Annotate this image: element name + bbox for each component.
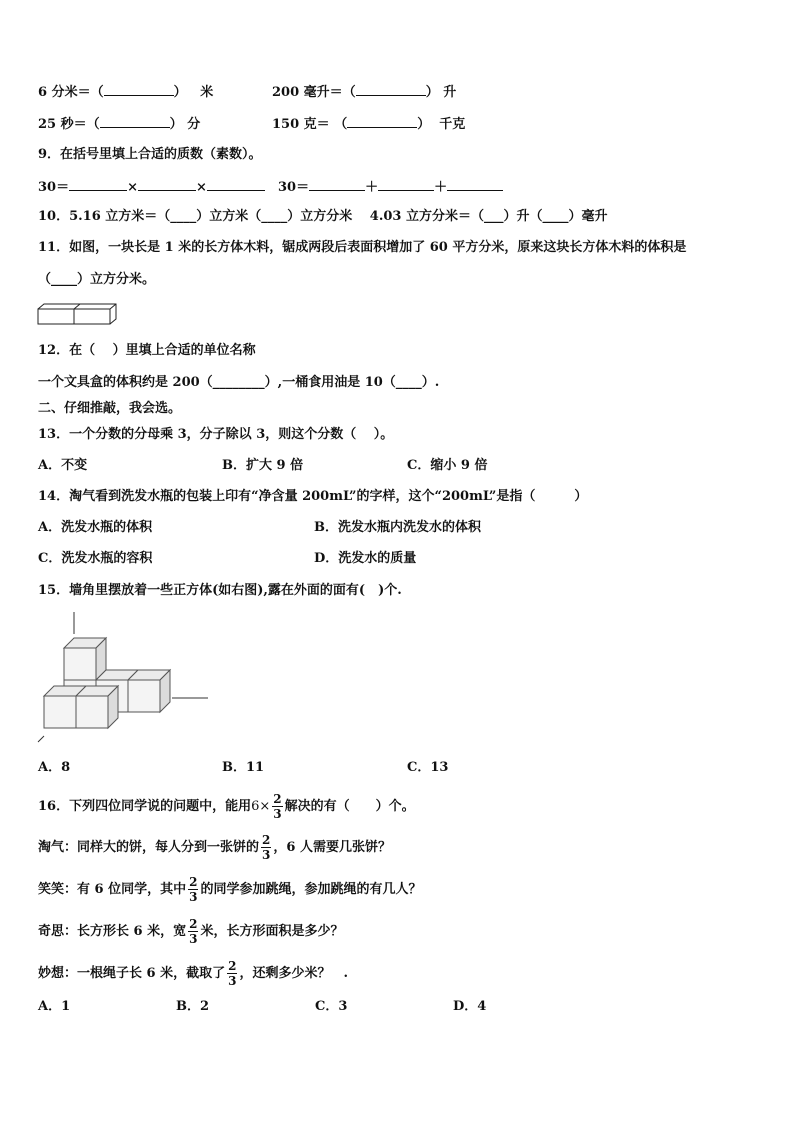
question-10: 10．5.16 立方米＝（____）立方米（____）立方分米 4.03 立方分米＝（___）升（____）毫升 (38, 209, 608, 224)
question-16-stem (38, 793, 415, 820)
conversion-item: 150 克 (272, 117, 317, 132)
conversion-row-1 (38, 82, 213, 102)
question-14-option-d[interactable]: D．洗发水的质量 (314, 551, 417, 566)
question-16-option-a[interactable]: A．1 (38, 999, 71, 1014)
fraction-denominator: 3 (228, 974, 237, 988)
statement-text: 奇思：长方形长 6 米，宽 (38, 924, 187, 939)
answer-blank[interactable] (69, 177, 127, 191)
equals-paren: ＝ （ (316, 117, 348, 132)
question-9-left-equation (38, 177, 265, 197)
plus-sign: ＋ (365, 180, 379, 195)
fraction-denominator: 3 (189, 932, 198, 946)
close-paren: ） (417, 117, 431, 132)
section-heading: 二、仔细推敲，我会选。 (38, 401, 182, 416)
question-13-option-c[interactable]: C．缩小 9 倍 (407, 458, 488, 473)
question-16-statement-1 (38, 834, 391, 861)
expression-factor: 6× (251, 799, 271, 814)
question-15-stem: 15．墙角里摆放着一些正方体(如右图),露在外面的面有( )个. (38, 583, 402, 598)
question-16-option-d[interactable]: D．4 (453, 999, 487, 1014)
question-13-option-a[interactable]: A．不变 (38, 458, 88, 473)
fraction-numerator: 2 (228, 959, 237, 973)
question-15-option-c[interactable]: C．13 (407, 760, 449, 775)
answer-blank[interactable] (207, 177, 265, 191)
fraction-two-thirds (188, 876, 198, 903)
conversion-row-2 (38, 114, 200, 134)
statement-text: 淘气：同样大的饼，每人分到一张饼的 (38, 840, 260, 855)
equals-paren: ＝（ (77, 85, 104, 100)
unit-label: 米 (200, 85, 214, 100)
times-sign: × (196, 180, 207, 195)
conversion-item: 200 毫升 (272, 85, 330, 100)
stem-text: 16．下列四位同学说的问题中，能用 (38, 799, 252, 814)
close-paren: ） (425, 85, 439, 100)
fraction-numerator: 2 (262, 833, 271, 847)
answer-blank[interactable] (138, 177, 196, 191)
conversion-row-2-right (272, 114, 465, 134)
answer-blank[interactable] (100, 114, 170, 128)
question-9-right-equation (278, 177, 503, 197)
question-16-statement-4 (38, 960, 348, 987)
answer-blank[interactable] (309, 177, 365, 191)
question-12-stem: 12．在（ ）里填上合适的单位名称 (38, 343, 256, 358)
times-sign: × (127, 180, 138, 195)
fraction-two-thirds (188, 918, 198, 945)
question-11-line-2: （____）立方分米。 (38, 272, 156, 287)
answer-blank[interactable] (447, 177, 503, 191)
fraction-denominator: 3 (273, 807, 282, 821)
equals-paren: ＝（ (73, 117, 100, 132)
conversion-item: 25 秒 (38, 117, 74, 132)
question-14-option-b[interactable]: B．洗发水瓶内洗发水的体积 (314, 520, 481, 535)
question-15-option-a[interactable]: A．8 (38, 760, 71, 775)
equation-lhs: 30＝ (278, 180, 310, 195)
statement-text: 妙想：一根绳子长 6 米，截取了 (38, 966, 226, 981)
cuboid-figure (36, 303, 120, 327)
question-16-option-c[interactable]: C．3 (315, 999, 348, 1014)
conversion-item: 6 分米 (38, 85, 78, 100)
statement-text: ，6 人需要几张饼？ (273, 840, 391, 855)
equation-lhs: 30＝ (38, 180, 70, 195)
answer-blank[interactable] (378, 177, 434, 191)
answer-blank[interactable] (104, 82, 174, 96)
unit-label: 分 (187, 117, 201, 132)
corner-cubes-figure (36, 610, 212, 746)
unit-label: 千克 (439, 117, 466, 132)
question-13-stem: 13．一个分数的分母乘 3，分子除以 3，则这个分数（ ）。 (38, 427, 394, 442)
question-11-line-1: 11．如图，一块长是 1 米的长方体木料，锯成两段后表面积增加了 60 平方分米，原来这块长方体木料的体积是 (38, 240, 687, 255)
stem-text: 解决的有（ ）个。 (284, 799, 415, 814)
question-12-line: 一个文具盒的体积约是 200（________）,一桶食用油是 10（____）. (38, 375, 440, 390)
fraction-numerator: 2 (189, 875, 198, 889)
fraction-numerator: 2 (189, 917, 198, 931)
plus-sign: ＋ (434, 180, 448, 195)
statement-text: 米，长方形面积是多少？ (200, 924, 344, 939)
question-16-option-b[interactable]: B．2 (176, 999, 210, 1014)
fraction-numerator: 2 (273, 792, 282, 806)
question-14-stem: 14．淘气看到洗发水瓶的包装上印有“净含量 200mL”的字样，这个“200mL”是指（ ） (38, 489, 588, 504)
question-16-statement-3 (38, 918, 343, 945)
answer-blank[interactable] (356, 82, 426, 96)
statement-text: ，还剩多少米？ . (239, 966, 348, 981)
fraction-denominator: 3 (262, 848, 271, 862)
question-16-statement-2 (38, 876, 421, 903)
fraction-two-thirds (261, 834, 271, 861)
fraction-two-thirds (227, 960, 237, 987)
answer-blank[interactable] (347, 114, 417, 128)
equals-paren: ＝（ (329, 85, 356, 100)
question-9-stem: 9．在括号里填上合适的质数（素数）。 (38, 147, 262, 162)
question-15-option-b[interactable]: B．11 (222, 760, 265, 775)
fraction-two-thirds (272, 793, 282, 820)
unit-label: 升 (443, 85, 457, 100)
close-paren: ） (173, 85, 187, 100)
statement-text: 笑笑：有 6 位同学，其中 (38, 882, 187, 897)
statement-text: 的同学参加跳绳，参加跳绳的有几人？ (200, 882, 422, 897)
question-14-option-c[interactable]: C．洗发水瓶的容积 (38, 551, 153, 566)
question-14-option-a[interactable]: A．洗发水瓶的体积 (38, 520, 153, 535)
close-paren: ） (169, 117, 183, 132)
fraction-denominator: 3 (189, 890, 198, 904)
question-13-option-b[interactable]: B．扩大 9 倍 (222, 458, 304, 473)
conversion-row-1-right (272, 82, 456, 102)
